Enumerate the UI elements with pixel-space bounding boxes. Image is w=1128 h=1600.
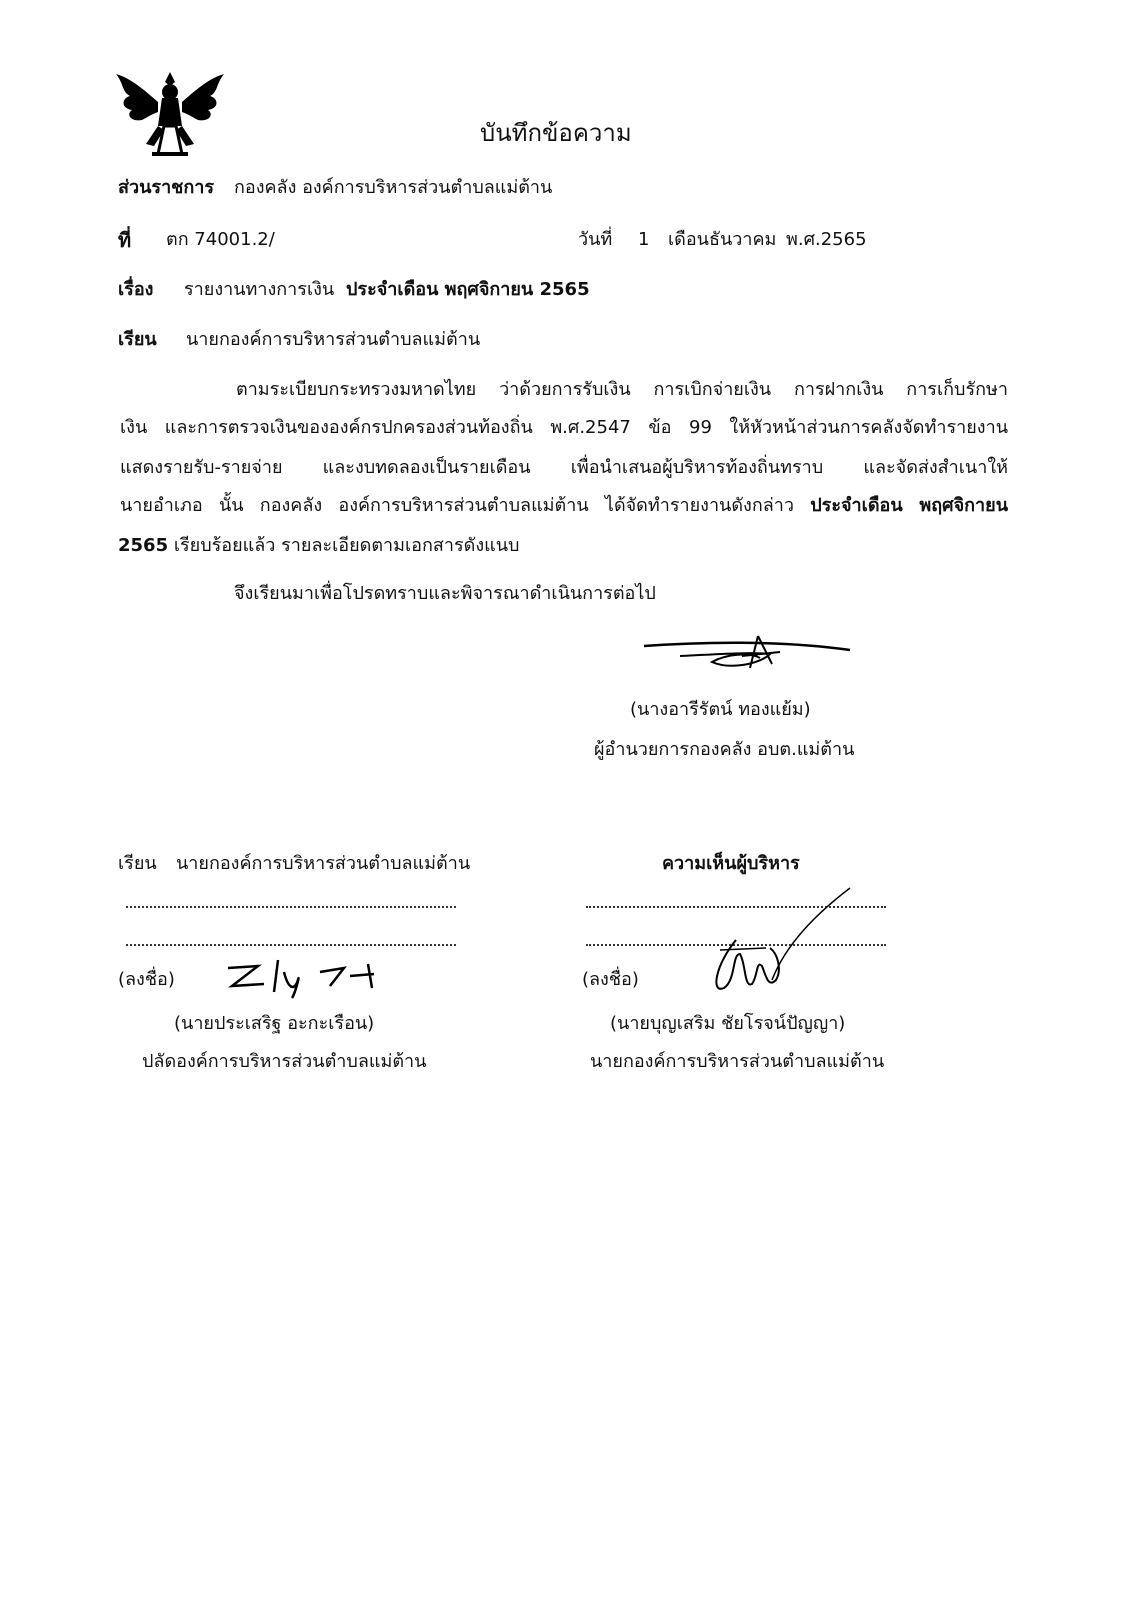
to-value: นายกองค์การบริหารส่วนตำบลแม่ต้าน [186,329,481,350]
date-year: พ.ศ.2565 [786,229,867,250]
body-line-2: เงิน และการตรวจเงินขององค์กรปกครองส่วนท้องถิ่น พ.ศ.2547 ข้อ 99 ให้หัวหน้าส่วนการคลังจัดทำรายงาน [120,417,1008,438]
subject-text: รายงานทางการเงิน [184,279,335,300]
date-label: วันที่ [578,229,613,250]
ref-label: ที่ [118,228,132,252]
ref-value: ตก 74001.2/ [166,229,275,250]
body-line-4 [120,494,1008,518]
body-line-3: แสดงรายรับ-รายจ่าย และงบทดลองเป็นรายเดือน เพื่อนำเสนอผู้บริหารท้องถิ่นทราบ และจัดส่งสำเนาให้ [120,457,1008,478]
main-signer-name: (นางอารีรัตน์ ทองแย้ม) [630,699,811,720]
body-line-5 [118,534,519,558]
date-day: 1 [638,229,650,250]
subject-label: เรื่อง [118,279,154,300]
body-line-4-text: นายอำเภอ นั้น กองคลัง องค์การบริหารส่วนตำบลแม่ต้าน ได้จัดทำรายงานดังกล่าว [120,495,794,516]
left-to-label: เรียน [118,853,157,874]
right-signer-name: (นายบุญเสริม ชัยโรจน์ปัญญา) [610,1013,846,1034]
body-line-1: ตามระเบียบกระทรวงมหาดไทย ว่าด้วยการรับเงิน การเบิกจ่ายเงิน การฝากเงิน การเก็บรักษา [236,379,1008,400]
body-line-5-text: เรียบร้อยแล้ว รายละเอียดตามเอกสารดังแนบ [173,535,520,556]
signature-left [224,958,384,998]
subject-bold: ประจำเดือน พฤศจิกายน 2565 [346,279,590,300]
closing-text: จึงเรียนมาเพื่อโปรดทราบและพิจารณาดำเนินการต่อไป [234,583,656,604]
left-signer-position: ปลัดองค์การบริหารส่วนตำบลแม่ต้าน [142,1051,427,1072]
left-comment-line-1 [126,906,456,908]
agency-label: ส่วนราชการ [118,177,215,198]
signature-right [706,884,856,1004]
left-comment-line-2 [126,944,456,946]
left-signer-name: (นายประเสริฐ อะกะเรือน) [174,1013,375,1034]
right-sign-label: (ลงชื่อ) [582,969,639,990]
garuda-emblem-icon [112,68,228,160]
signature-main [640,628,854,676]
left-sign-label: (ลงชื่อ) [118,969,175,990]
body-line-5-bold: 2565 [118,535,169,556]
memo-title: บันทึกข้อความ [480,119,632,147]
body-line-4-bold: ประจำเดือน พฤศจิกายน [810,495,1008,516]
to-label: เรียน [118,329,157,350]
main-signer-position: ผู้อำนวยการกองคลัง อบต.แม่ต้าน [594,739,855,760]
right-heading: ความเห็นผู้บริหาร [662,853,800,874]
right-signer-position: นายกองค์การบริหารส่วนตำบลแม่ต้าน [590,1051,885,1072]
agency-value: กองคลัง องค์การบริหารส่วนตำบลแม่ต้าน [234,177,553,198]
date-month: เดือนธันวาคม [668,229,777,250]
left-to-value: นายกองค์การบริหารส่วนตำบลแม่ต้าน [176,853,471,874]
